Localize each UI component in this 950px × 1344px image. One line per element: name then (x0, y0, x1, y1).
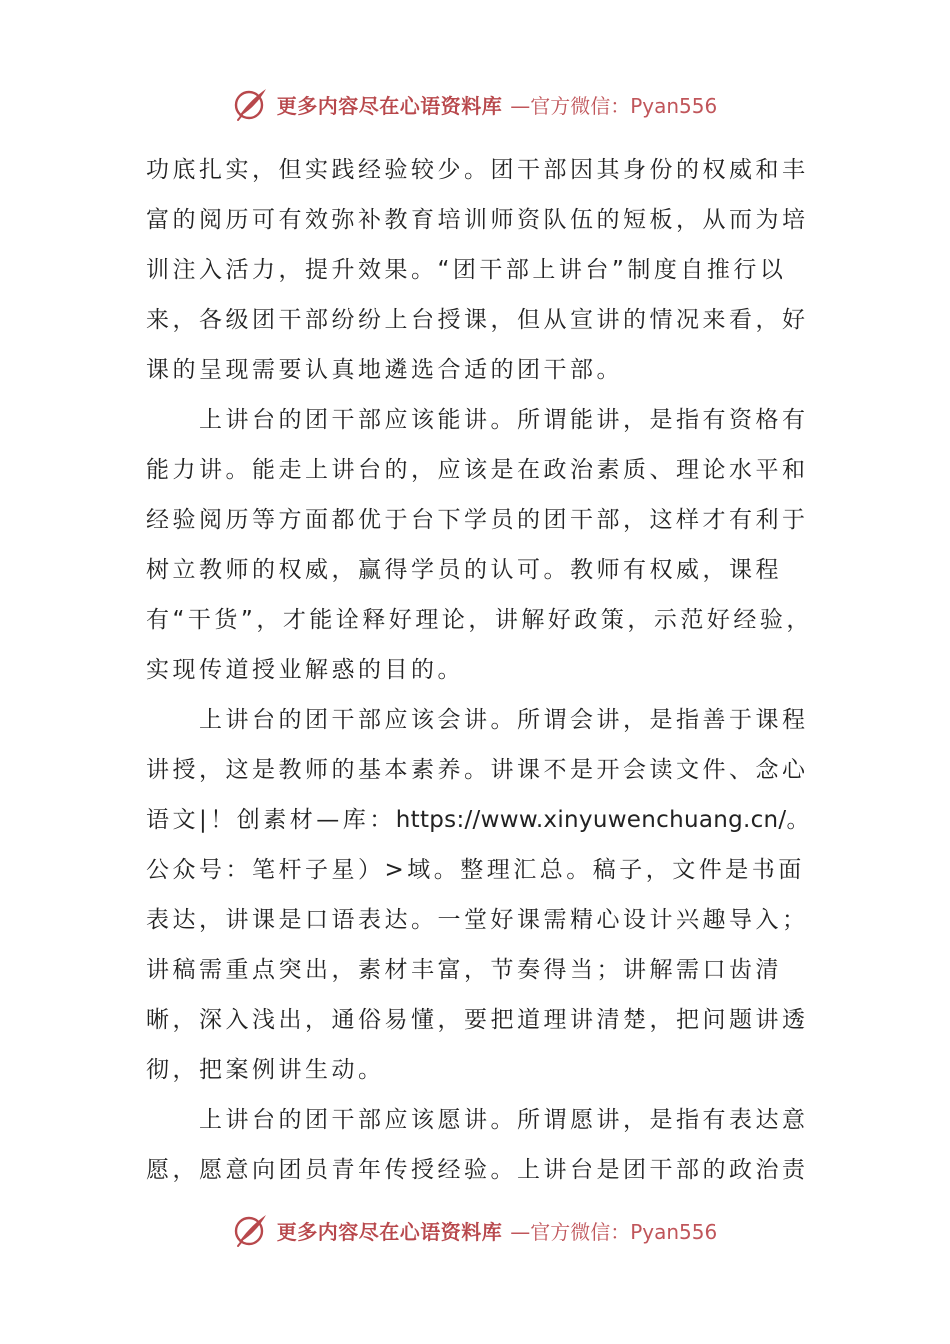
footer-brand-text: 更多内容尽在心语资料库 (276, 1219, 503, 1244)
footer-contact-text: —官方微信：Pyan556 (510, 1219, 718, 1244)
paragraph-3-text-b: 。公众号：笔杆子星）>域。整理汇总。稿子，文件是书面表达，讲课是口语表达。一堂好课需精心设计兴趣导入；讲稿需重点突出，素材丰富，节奏得当；讲解需口齿清晰，深入浅出，通俗易懂，要把道理讲清楚，把问题讲透彻，把案例讲生动。 (146, 807, 813, 1083)
header-brand-text: 更多内容尽在心语资料库 (276, 93, 503, 118)
header-banner (0, 84, 950, 124)
paragraph-4: 上讲台的团干部应该愿讲。所谓愿讲，是指有表达意愿，愿意向团员青年传授经验。上讲台是团干部的政治责 (146, 1107, 809, 1183)
paragraph-3-text-a: 上讲台的团干部应该会讲。所谓会讲，是指善于课程讲授，这是教师的基本素养。讲课不是开会读文件、念心语文|！创素材—库： (146, 707, 809, 833)
paragraph-2: 上讲台的团干部应该能讲。所谓能讲，是指有资格有能力讲。能走上讲台的，应该是在政治素质、理论水平和经验阅历等方面都优于台下学员的团干部，这样才有利于树立教师的权威，赢得学员的认可。教师有权威，课程有“干货”，才能诠释好理论，讲解好政策，示范好经验，实现传道授业解惑的目的。 (146, 407, 813, 683)
quill-logo-icon (233, 1212, 269, 1248)
article-body (146, 145, 826, 1195)
paragraph-1: 功底扎实，但实践经验较少。团干部因其身份的权威和丰富的阅历可有效弥补教育培训师资队伍的短板，从而为培训注入活力，提升效果。“团干部上讲台”制度自推行以来，各级团干部纷纷上台授课，但从宣讲的情况来看，好课的呈现需要认真地遴选合适的团干部。 (146, 157, 809, 383)
footer-banner (0, 1210, 950, 1250)
paragraph-3-url: https://www.xinyuwenchuang.cn/ (395, 807, 787, 833)
header-contact-text: —官方微信：Pyan556 (510, 93, 718, 118)
paragraph-3 (146, 695, 826, 1095)
quill-logo-icon (233, 86, 269, 122)
